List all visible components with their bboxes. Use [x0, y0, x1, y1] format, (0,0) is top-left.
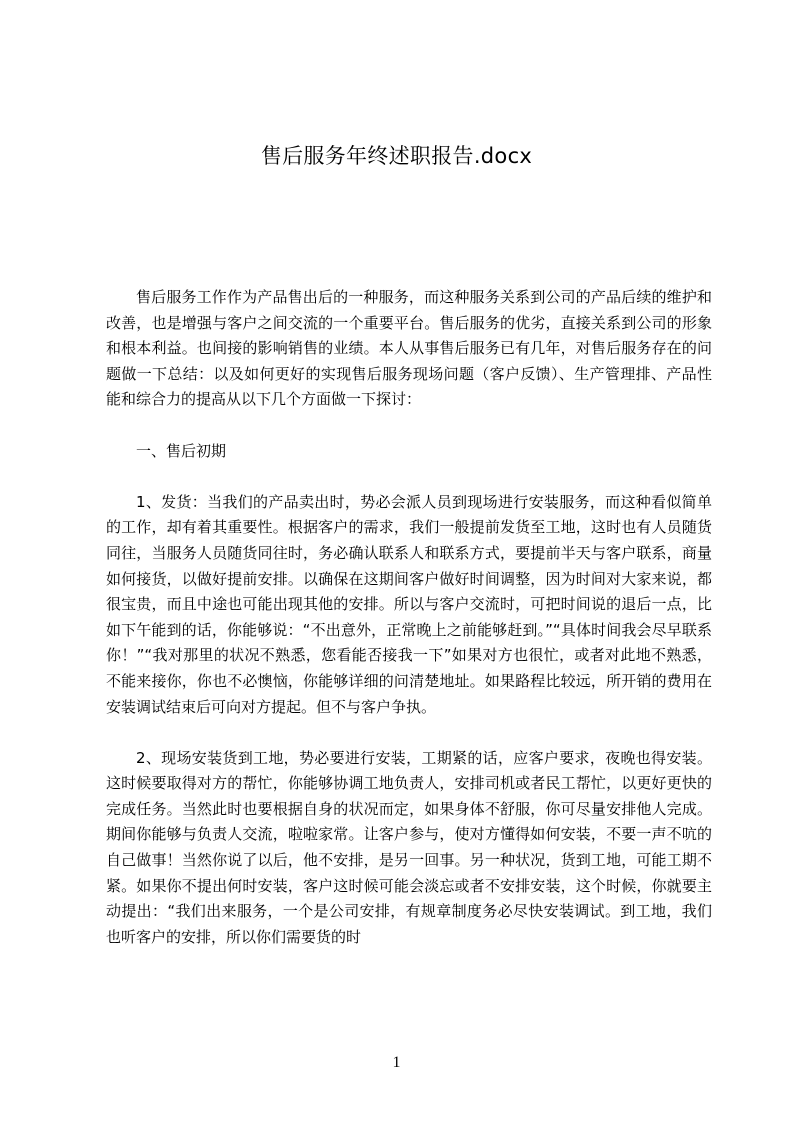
page-number: 1	[392, 1054, 401, 1071]
intro-paragraph: 售后服务工作作为产品售出后的一种服务，而这种服务关系到公司的产品后续的维护和改善，也是增强与客户之间交流的一个重要平台。售后服务的优劣，直接关系到公司的形象和根本利益。也间接的影响销售的业绩。本人从事售后服务已有几年，对售后服务存在的问题做一下总结：以及如何更好的实现售后服务现场问题（客户反馈）、生产管理排、产品性能和综合力的提高从以下几个方面做一下探讨：	[106, 288, 712, 409]
document-body	[106, 285, 712, 950]
document-title: 售后服务年终述职报告.docx	[260, 144, 533, 168]
item-1-paragraph: 1、发货：当我们的产品卖出时，势必会派人员到现场进行安装服务，而这种看似简单的工作，却有着其重要性。根据客户的需求，我们一般提前发货至工地，这时也有人员随货同往，当服务人员随货同往时，务必确认联系人和联系方式，要提前半天与客户联系，商量如何接货，以做好提前安排。以确保在这期间客户做好时间调整，因为时间对大家来说，都很宝贵，而且中途也可能出现其他的安排。所以与客户交流时，可把时间说的退后一点，比如下午能到的话，你能够说：“不出意外，正常晚上之前能够赶到。”“具体时间我会尽早联系你！”“我对那里的状况不熟悉，您看能否接我一下”如果对方也很忙，或者对此地不熟悉，不能来接你，你也不必懊恼，你能够详细的问清楚地址。如果路程比较远，所开销的费用在安装调试结束后可向对方提起。但不与客户争执。	[106, 492, 712, 716]
section-heading: 一、售后初期	[136, 441, 227, 460]
item-2-paragraph: 2、现场安装货到工地，势必要进行安装，工期紧的话，应客户要求，夜晚也得安装。这时候要取得对方的帮忙，你能够协调工地负责人，安排司机或者民工帮忙，以更好更快的完成任务。当然此时也要根据自身的状况而定，如果身体不舒服，你可尽量安排他人完成。期间你能够与负责人交流，啦啦家常。让客户参与，使对方懂得如何安装，不要一声不吭的自己做事！当然你说了以后，他不安排，是另一回事。另一种状况，货到工地，可能工期不紧。如果你不提出何时安装，客户这时候可能会淡忘或者不安排安装，这个时候，你就要主动提出：“我们出来服务，一个是公司安排，有规章制度务必尽快安装调试。到工地，我们也听客户的安排，所以你们需要货的时	[106, 748, 712, 946]
